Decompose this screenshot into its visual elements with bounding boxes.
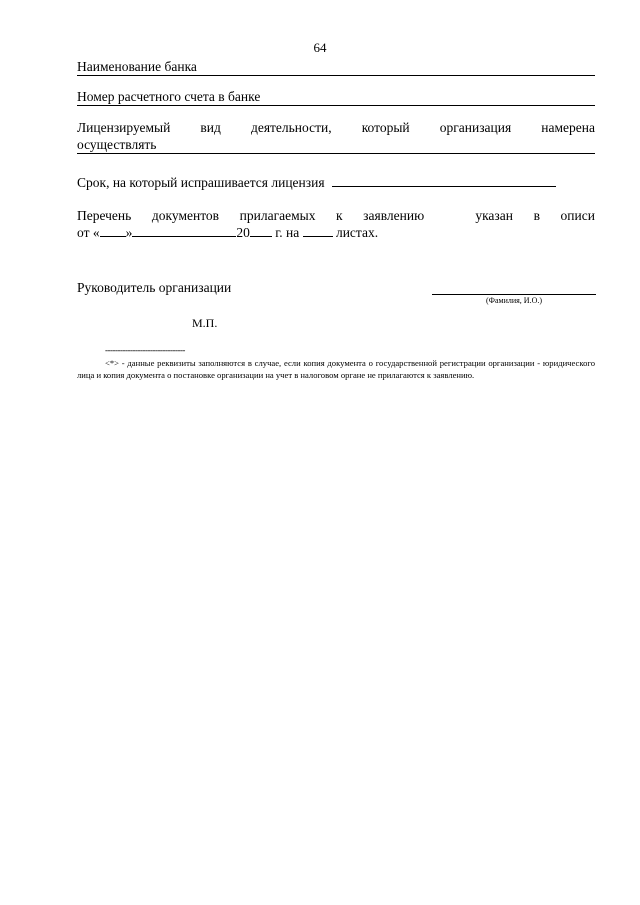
spacer — [445, 207, 455, 224]
activity-line-1 — [77, 119, 595, 136]
activity-word: Лицензируемый — [77, 120, 171, 135]
signature-line — [432, 281, 596, 295]
documents-word: описи — [560, 208, 595, 223]
activity-line-2: осуществлять — [77, 137, 157, 152]
bank-name-field — [77, 58, 595, 76]
documents-word: к — [336, 208, 343, 223]
activity-word: организация — [439, 120, 512, 135]
month-blank — [132, 224, 236, 237]
activity-word: намерена — [541, 120, 595, 135]
documents-word: документов — [151, 208, 220, 223]
activity-word: вид — [200, 120, 221, 135]
license-term-label: Срок, на который испрашивается лицензия — [77, 175, 325, 190]
license-term-row — [77, 174, 595, 191]
quote-close: » — [125, 225, 133, 240]
documents-word: заявлению — [363, 208, 425, 223]
bank-name-label: Наименование банка — [77, 59, 197, 74]
name-hint: (Фамилия, И.О.) — [485, 296, 543, 305]
date-from-label: от « — [77, 225, 100, 240]
documents-block — [77, 207, 595, 241]
license-term-blank — [332, 174, 556, 187]
footnote-text: <*> - данные реквизиты заполняются в случае, если копия документа о государственной регистрации организации - юридического лица и копия документа о постановке организации на учет в налоговом органе не прилагаются к заявлению. — [77, 358, 595, 380]
on-label: на — [286, 225, 300, 240]
year-blank — [250, 224, 272, 237]
sheets-label: листах. — [335, 225, 379, 240]
documents-word: в — [533, 208, 540, 223]
sheets-blank — [303, 224, 333, 237]
page-number: 64 — [313, 40, 327, 55]
documents-line-2 — [77, 224, 595, 241]
activity-word: который — [361, 120, 410, 135]
documents-word: указан — [475, 208, 513, 223]
year-suffix: г. — [275, 225, 283, 240]
footnote-separator: -------------------------------- — [105, 345, 185, 355]
stamp-label: М.П. — [192, 316, 218, 330]
documents-word: прилагаемых — [239, 208, 316, 223]
account-number-field — [77, 88, 595, 106]
day-blank — [100, 224, 126, 237]
activity-word: деятельности, — [250, 120, 332, 135]
documents-line-1 — [77, 207, 595, 224]
documents-word: Перечень — [77, 208, 132, 223]
account-number-label: Номер расчетного счета в банке — [77, 89, 261, 104]
activity-field — [77, 119, 595, 154]
head-of-organization-label: Руководитель организации — [77, 280, 232, 295]
year-prefix: 20 — [236, 225, 250, 240]
